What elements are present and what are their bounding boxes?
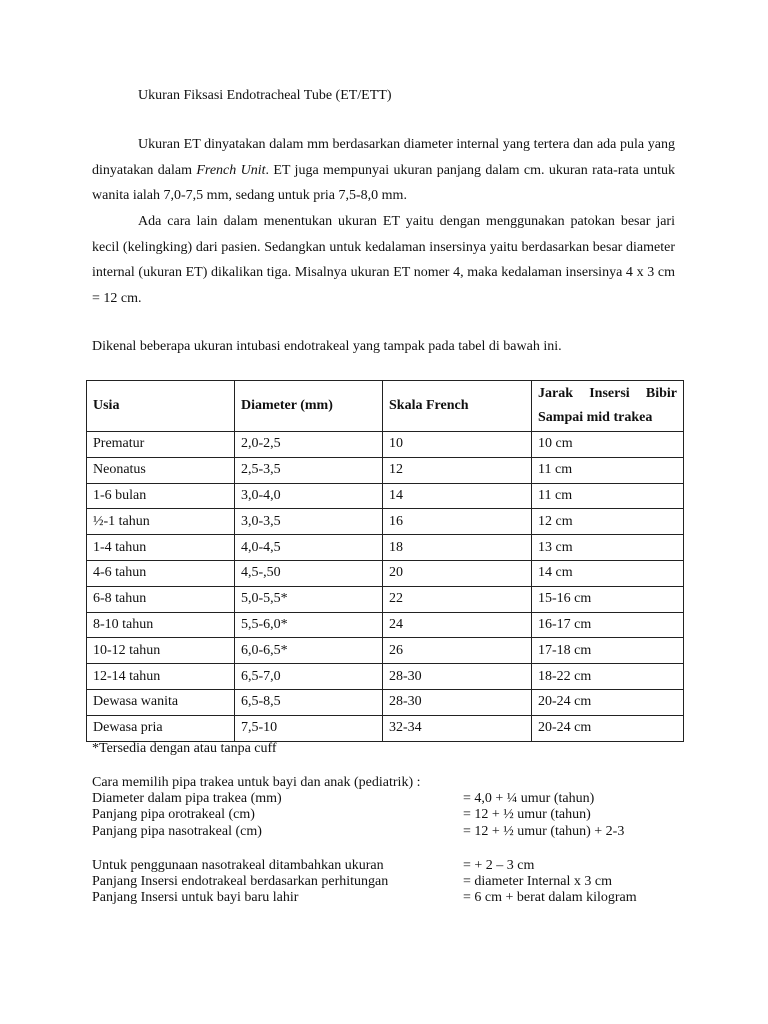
footnote: *Tersedia dengan atau tanpa cuff xyxy=(92,741,277,756)
cell-diameter: 3,0-3,5 xyxy=(235,509,383,535)
formula-group-pediatric xyxy=(92,791,692,840)
paragraph-et-size xyxy=(92,132,675,209)
cell-age: 6-8 tahun xyxy=(87,586,235,612)
cell-age: 1-6 bulan xyxy=(87,483,235,509)
cell-insertion-distance: 14 cm xyxy=(532,560,684,586)
formula-label: Panjang Insersi endotrakeal berdasarkan perhitungan xyxy=(92,873,389,889)
cell-diameter: 5,5-6,0* xyxy=(235,612,383,638)
cell-diameter: 6,5-8,5 xyxy=(235,689,383,715)
table-row xyxy=(87,483,684,509)
cell-french-scale: 28-30 xyxy=(383,689,532,715)
et-size-table xyxy=(86,380,684,742)
table-row xyxy=(87,535,684,561)
formula-value: = 12 + ½ umur (tahun) + 2-3 xyxy=(463,823,625,839)
formula-value: = 4,0 + ¼ umur (tahun) xyxy=(463,791,595,807)
cell-french-scale: 26 xyxy=(383,638,532,664)
cell-insertion-distance: 17-18 cm xyxy=(532,638,684,664)
cell-age: Prematur xyxy=(87,432,235,458)
french-unit-term: French Unit xyxy=(196,162,266,178)
cell-french-scale: 14 xyxy=(383,483,532,509)
cell-insertion-distance: 18-22 cm xyxy=(532,664,684,690)
cell-age: ½-1 tahun xyxy=(87,509,235,535)
cell-french-scale: 10 xyxy=(383,432,532,458)
table-row xyxy=(87,638,684,664)
cell-age: 12-14 tahun xyxy=(87,664,235,690)
cell-age: 1-4 tahun xyxy=(87,535,235,561)
formula-row xyxy=(92,807,692,823)
formula-value: = + 2 – 3 cm xyxy=(463,857,535,873)
formula-row xyxy=(92,874,692,890)
formula-row xyxy=(92,824,692,840)
cell-french-scale: 20 xyxy=(383,560,532,586)
formula-value: = diameter Internal x 3 cm xyxy=(463,873,613,889)
formula-row xyxy=(92,890,692,906)
cell-diameter: 3,0-4,0 xyxy=(235,483,383,509)
table-row xyxy=(87,715,684,741)
table-intro: Dikenal beberapa ukuran intubasi endotrakeal yang tampak pada tabel di bawah ini. xyxy=(92,339,562,354)
formula-label: Untuk penggunaan nasotrakeal ditambahkan ukuran xyxy=(92,857,384,873)
cell-insertion-distance: 13 cm xyxy=(532,535,684,561)
table-body xyxy=(87,432,684,742)
table-row xyxy=(87,509,684,535)
cell-insertion-distance: 10 cm xyxy=(532,432,684,458)
cell-french-scale: 22 xyxy=(383,586,532,612)
cell-insertion-distance: 20-24 cm xyxy=(532,689,684,715)
cell-insertion-distance: 11 cm xyxy=(532,483,684,509)
cell-diameter: 5,0-5,5* xyxy=(235,586,383,612)
table-row xyxy=(87,432,684,458)
formula-label: Panjang pipa orotrakeal (cm) xyxy=(92,807,255,823)
cell-french-scale: 12 xyxy=(383,457,532,483)
cell-diameter: 7,5-10 xyxy=(235,715,383,741)
cell-insertion-distance: 15-16 cm xyxy=(532,586,684,612)
cell-diameter: 4,0-4,5 xyxy=(235,535,383,561)
cell-diameter: 6,0-6,5* xyxy=(235,638,383,664)
formula-row xyxy=(92,791,692,807)
cell-age: Dewasa wanita xyxy=(87,689,235,715)
cell-age: 10-12 tahun xyxy=(87,638,235,664)
formula-label: Diameter dalam pipa trakea (mm) xyxy=(92,791,282,807)
formulas-heading-text: Cara memilih pipa trakea untuk bayi dan anak (pediatrik) : xyxy=(92,775,421,790)
cell-insertion-distance: 20-24 cm xyxy=(532,715,684,741)
cell-diameter: 2,0-2,5 xyxy=(235,432,383,458)
table-row xyxy=(87,457,684,483)
formula-value: = 12 + ½ umur (tahun) xyxy=(463,807,591,823)
paragraph-text: Ukuran ET dinyatakan dalam mm berdasarkan diameter internal yang tertera dan ada pula yang dinyatakan dalam xyxy=(92,137,675,178)
table-header-row xyxy=(87,381,684,432)
document-title: Ukuran Fiksasi Endotracheal Tube (ET/ETT) xyxy=(138,88,392,103)
cell-diameter: 4,5-,50 xyxy=(235,560,383,586)
header-insertion-distance: Jarak Insersi Bibir Sampai mid trakea xyxy=(532,381,684,432)
table-row xyxy=(87,612,684,638)
cell-insertion-distance: 11 cm xyxy=(532,457,684,483)
cell-french-scale: 16 xyxy=(383,509,532,535)
header-french-scale: Skala French xyxy=(383,381,532,432)
formula-row xyxy=(92,858,692,874)
formulas-heading xyxy=(92,775,692,791)
header-age: Usia xyxy=(87,381,235,432)
cell-french-scale: 32-34 xyxy=(383,715,532,741)
paragraph-insertion-depth: Ada cara lain dalam menentukan ukuran ET yaitu dengan menggunakan patokan besar jari kecil (kelingking) dari pasien. Sedangkan untuk kedalaman insersinya yaitu berdasarkan besar diameter internal (ukuran ET) dikalikan tiga. Misalnya ukuran ET nomer 4, maka kedalaman insersinya 4 x 3 cm = 12 cm. xyxy=(92,214,675,306)
table-row xyxy=(87,586,684,612)
cell-age: Dewasa pria xyxy=(87,715,235,741)
table-row xyxy=(87,560,684,586)
cell-diameter: 6,5-7,0 xyxy=(235,664,383,690)
cell-french-scale: 28-30 xyxy=(383,664,532,690)
formula-label: Panjang Insersi untuk bayi baru lahir xyxy=(92,890,299,906)
cell-insertion-distance: 12 cm xyxy=(532,509,684,535)
formula-label: Panjang pipa nasotrakeal (cm) xyxy=(92,823,262,839)
formula-group-insertion xyxy=(92,858,692,907)
formulas-section xyxy=(92,775,692,906)
cell-french-scale: 18 xyxy=(383,535,532,561)
table-row xyxy=(87,664,684,690)
cell-insertion-distance: 16-17 cm xyxy=(532,612,684,638)
table-row xyxy=(87,689,684,715)
cell-age: 4-6 tahun xyxy=(87,560,235,586)
header-diameter: Diameter (mm) xyxy=(235,381,383,432)
paragraph-text: . ET juga mempunyai ukuran panjang dalam cm. ukuran rata-rata untuk wanita ialah 7,0-7,5 mm, sedang untuk pria 7,5-8,0 mm. xyxy=(92,162,675,203)
cell-age: Neonatus xyxy=(87,457,235,483)
cell-age: 8-10 tahun xyxy=(87,612,235,638)
cell-french-scale: 24 xyxy=(383,612,532,638)
formula-value: = 6 cm + berat dalam kilogram xyxy=(463,890,637,906)
cell-diameter: 2,5-3,5 xyxy=(235,457,383,483)
